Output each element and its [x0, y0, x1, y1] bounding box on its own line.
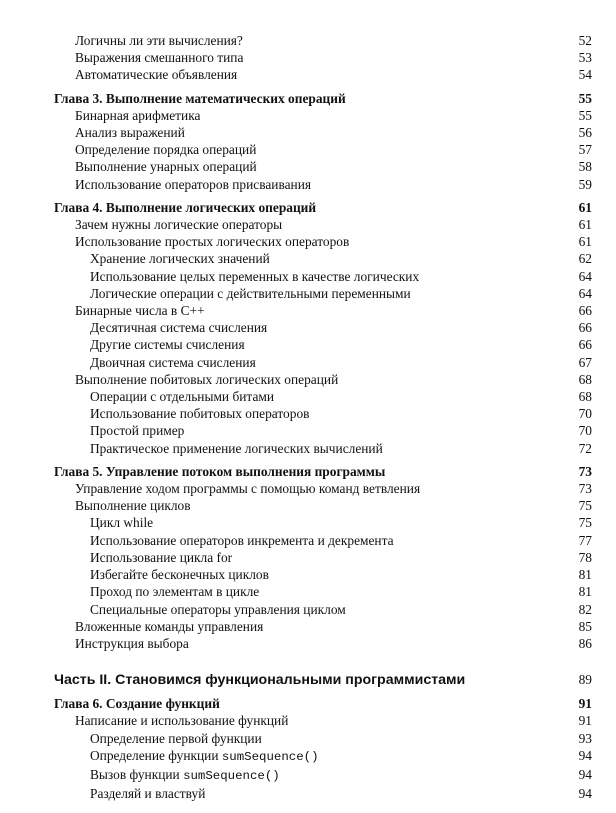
toc-entry-page: 54	[578, 67, 592, 83]
toc-entry-page: 55	[578, 90, 592, 106]
toc-chapter-title: Глава 4. Выполнение логических операций	[54, 199, 317, 215]
toc-entry-page: 59	[578, 176, 592, 192]
toc-chapter-title: Глава 3. Выполнение математических операций	[54, 90, 346, 106]
toc-entry-title: Логические операции с действительными переменными	[90, 285, 411, 301]
toc-entry-page: 78	[578, 549, 592, 565]
toc-entry	[54, 176, 592, 193]
toc-chapter-heading	[54, 90, 592, 107]
code-function-name: sumSequence()	[183, 768, 280, 783]
toc-entry-title: Практическое применение логических вычислений	[90, 440, 383, 456]
toc-entry-page: 75	[578, 515, 592, 531]
toc-entry	[54, 124, 592, 141]
toc-chapter-heading	[54, 463, 592, 480]
toc-entry	[54, 32, 592, 49]
toc-entry-title: Выражения смешанного типа	[75, 50, 244, 66]
toc-entry-page: 73	[578, 463, 592, 479]
toc-subentry	[54, 601, 592, 618]
toc-entry	[54, 712, 592, 729]
toc-entry-title: Зачем нужны логические операторы	[75, 217, 283, 233]
toc-chapter-heading	[54, 199, 592, 216]
toc-subentry	[54, 336, 592, 353]
toc-entry-page: 61	[578, 234, 592, 250]
toc-entry-page: 93	[578, 730, 592, 746]
toc-entry-page: 66	[578, 320, 592, 336]
toc-subentry	[54, 268, 592, 285]
toc-entry-page: 66	[578, 337, 592, 353]
toc-entry-page: 56	[578, 125, 592, 141]
toc-subentry	[54, 422, 592, 439]
toc-entry-page: 73	[578, 481, 592, 497]
toc-entry-page: 64	[578, 285, 592, 301]
toc-entry	[54, 497, 592, 514]
toc-subentry	[54, 549, 592, 566]
toc-entry-page: 68	[578, 371, 592, 387]
table-of-contents	[54, 32, 592, 802]
toc-entry	[54, 635, 592, 652]
toc-entry	[54, 216, 592, 233]
toc-entry-title-wrap	[90, 766, 280, 785]
toc-entry-title: Использование простых логических операторов	[75, 234, 350, 250]
toc-entry-title: Управление ходом программы с помощью команд ветвления	[75, 481, 421, 497]
toc-part-title: Часть II. Становимся функциональными программистами	[54, 672, 466, 689]
toc-chapter-title: Глава 5. Управление потоком выполнения программы	[54, 463, 386, 479]
code-function-name: sumSequence()	[221, 749, 319, 764]
toc-entry-title: Автоматические объявления	[75, 67, 238, 83]
toc-entry	[54, 49, 592, 66]
toc-subentry	[54, 532, 592, 549]
toc-entry-title: Цикл while	[90, 515, 154, 531]
toc-entry-title: Десятичная система счисления	[90, 320, 268, 336]
toc-subentry	[54, 250, 592, 267]
toc-entry-page: 94	[578, 747, 592, 763]
toc-entry-title: Избегайте бесконечных циклов	[90, 567, 269, 583]
toc-subentry	[54, 354, 592, 371]
toc-subentry	[54, 285, 592, 302]
toc-part-heading	[54, 671, 592, 689]
toc-entry-title: Использование целых переменных в качестве логических	[90, 268, 420, 284]
toc-subentry	[54, 785, 592, 802]
toc-entry-page: 81	[578, 584, 592, 600]
toc-entry-page: 58	[578, 159, 592, 175]
toc-entry-title: Использование операторов инкремента и декремента	[90, 532, 394, 548]
toc-entry-page: 77	[578, 532, 592, 548]
toc-subentry	[54, 730, 592, 747]
toc-entry-title-wrap	[90, 747, 319, 766]
toc-entry-page: 72	[578, 440, 592, 456]
toc-entry-title: Простой пример	[90, 423, 185, 439]
toc-entry-title: Использование побитовых операторов	[90, 406, 310, 422]
toc-entry	[54, 141, 592, 158]
toc-entry-title: Выполнение унарных операций	[75, 159, 257, 175]
toc-entry-page: 91	[578, 713, 592, 729]
toc-entry-page: 61	[578, 217, 592, 233]
toc-entry-page: 52	[578, 33, 592, 48]
toc-entry-page: 55	[578, 107, 592, 123]
toc-chapter-title: Глава 6. Создание функций	[54, 696, 220, 712]
toc-chapter-heading	[54, 695, 592, 712]
toc-entry	[54, 302, 592, 319]
toc-entry-page: 70	[578, 406, 592, 422]
toc-entry-title: Вызов функции	[90, 766, 184, 782]
toc-entry-title: Специальные операторы управления циклом	[90, 601, 346, 617]
toc-entry-title: Выполнение побитовых логических операций	[75, 371, 339, 387]
toc-subentry	[54, 514, 592, 531]
toc-entry-title: Вложенные команды управления	[75, 618, 264, 634]
toc-entry	[54, 107, 592, 124]
toc-subentry	[54, 766, 592, 785]
toc-entry-title: Определение порядка операций	[75, 142, 257, 158]
toc-entry	[54, 618, 592, 635]
toc-entry-title: Хранение логических значений	[90, 251, 270, 267]
toc-entry	[54, 233, 592, 250]
toc-subentry	[54, 388, 592, 405]
toc-entry-title: Двоичная система счисления	[90, 354, 256, 370]
toc-entry-title: Операции с отдельными битами	[90, 389, 275, 405]
toc-entry-title: Написание и использование функций	[75, 713, 289, 729]
toc-entry-page: 61	[578, 199, 592, 215]
toc-entry-title: Другие системы счисления	[90, 337, 245, 353]
toc-subentry	[54, 440, 592, 457]
toc-subentry	[54, 747, 592, 766]
toc-entry-title: Логичны ли эти вычисления?	[75, 33, 243, 48]
toc-entry-title: Разделяй и властвуй	[90, 786, 206, 802]
toc-entry-title: Выполнение циклов	[75, 498, 191, 514]
toc-entry-page: 53	[578, 50, 592, 66]
toc-entry	[54, 371, 592, 388]
toc-entry-title: Анализ выражений	[75, 125, 185, 141]
toc-subentry	[54, 583, 592, 600]
toc-entry-page: 64	[578, 268, 592, 284]
toc-entry-page: 67	[578, 354, 592, 370]
toc-entry-page: 85	[578, 618, 592, 634]
toc-entry-page: 94	[578, 766, 592, 782]
toc-entry-page: 66	[578, 303, 592, 319]
toc-entry-title: Использование цикла for	[90, 549, 233, 565]
toc-entry-page: 68	[578, 389, 592, 405]
toc-entry-page: 57	[578, 142, 592, 158]
toc-entry-title: Инструкция выбора	[75, 635, 189, 651]
toc-entry-page: 70	[578, 423, 592, 439]
toc-entry-page: 91	[578, 696, 592, 712]
toc-entry-page: 82	[578, 601, 592, 617]
toc-entry-title: Определение функции	[90, 747, 222, 763]
toc-subentry	[54, 566, 592, 583]
toc-subentry	[54, 405, 592, 422]
toc-entry-title: Проход по элементам в цикле	[90, 584, 260, 600]
toc-entry	[54, 66, 592, 83]
toc-entry-title: Определение первой функции	[90, 730, 262, 746]
toc-entry	[54, 158, 592, 175]
toc-entry-title: Бинарные числа в C++	[75, 303, 205, 319]
toc-entry-page: 89	[578, 672, 592, 688]
toc-entry-page: 94	[578, 786, 592, 802]
toc-entry-page: 62	[578, 251, 592, 267]
toc-entry-title: Использование операторов присваивания	[75, 176, 312, 192]
toc-entry-page: 75	[578, 498, 592, 514]
toc-entry-page: 81	[578, 567, 592, 583]
toc-entry-page: 86	[578, 635, 592, 651]
toc-entry-title: Бинарная арифметика	[75, 107, 201, 123]
toc-subentry	[54, 319, 592, 336]
toc-entry	[54, 480, 592, 497]
